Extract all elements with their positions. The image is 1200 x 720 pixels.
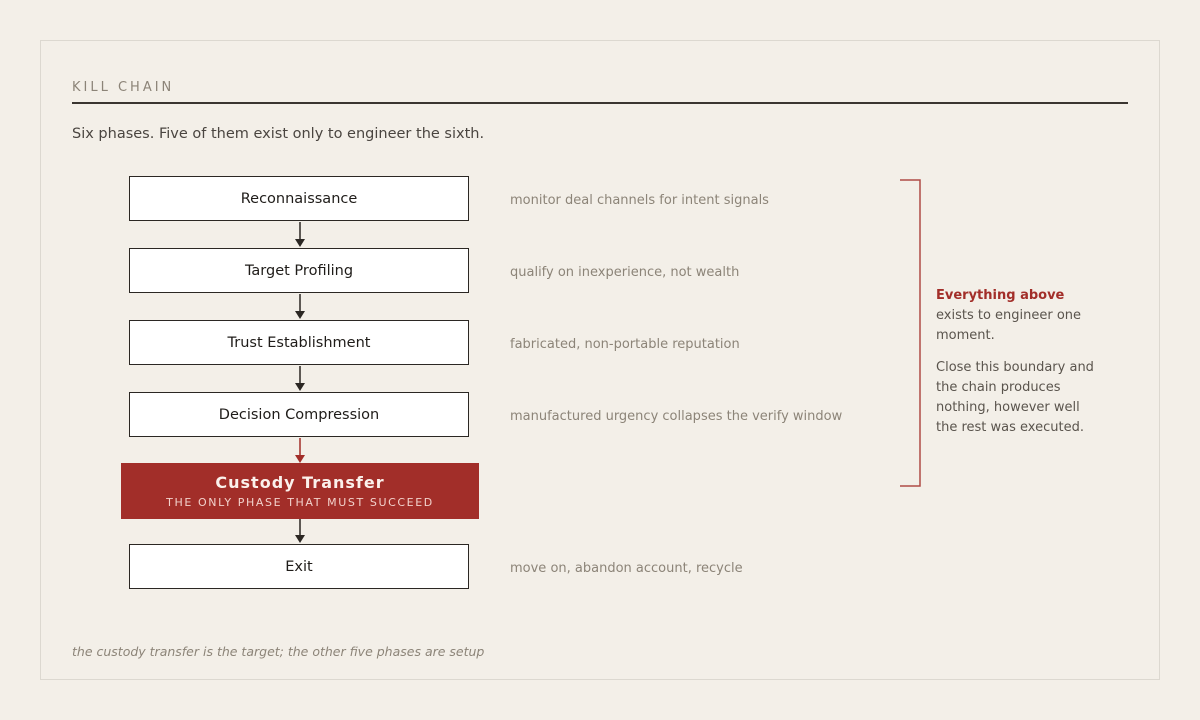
footnote: the custody transfer is the target; the other five phases are setup (72, 644, 485, 659)
phase-box-target-profiling (129, 248, 469, 293)
boundary-bracket (900, 180, 920, 486)
boundary-callout (936, 286, 1096, 438)
callout-paragraph: Close this boundary and the chain produces nothing, however well the rest was executed. (936, 360, 1094, 435)
section-label: KILL CHAIN (72, 80, 175, 95)
arrow-1-to-2 (295, 222, 305, 247)
phase-box-reconnaissance (129, 176, 469, 221)
phase-label: Target Profiling (244, 262, 354, 279)
subtitle: Six phases. Five of them exist only to engineer the sixth. (72, 126, 485, 142)
phase-box-custody-transfer (121, 463, 479, 519)
phase-note: qualify on inexperience, not wealth (510, 265, 740, 280)
arrow-4-to-5 (295, 438, 305, 463)
arrow-5-to-6 (295, 519, 305, 543)
callout-heading: Everything above (936, 288, 1065, 303)
phase-note: move on, abandon account, recycle (510, 561, 743, 576)
phase-box-trust-establishment (129, 320, 469, 365)
callout-line: exists to engineer one moment. (936, 308, 1082, 343)
phase-note: monitor deal channels for intent signals (510, 193, 769, 208)
phase-label: Decision Compression (218, 406, 380, 423)
arrow-2-to-3 (295, 294, 305, 319)
phase-label: Reconnaissance (240, 190, 358, 207)
critical-phase-sublabel: THE ONLY PHASE THAT MUST SUCCEED (166, 496, 434, 509)
phase-label: Exit (285, 558, 313, 575)
phase-note: manufactured urgency collapses the verify window (510, 409, 843, 424)
phase-note: fabricated, non-portable reputation (510, 337, 740, 352)
phase-box-exit (129, 544, 469, 589)
phase-label: Trust Establishment (227, 334, 371, 351)
arrow-3-to-4 (295, 366, 305, 391)
phase-box-decision-compression (129, 392, 469, 437)
critical-phase-label: Custody Transfer (215, 473, 385, 492)
